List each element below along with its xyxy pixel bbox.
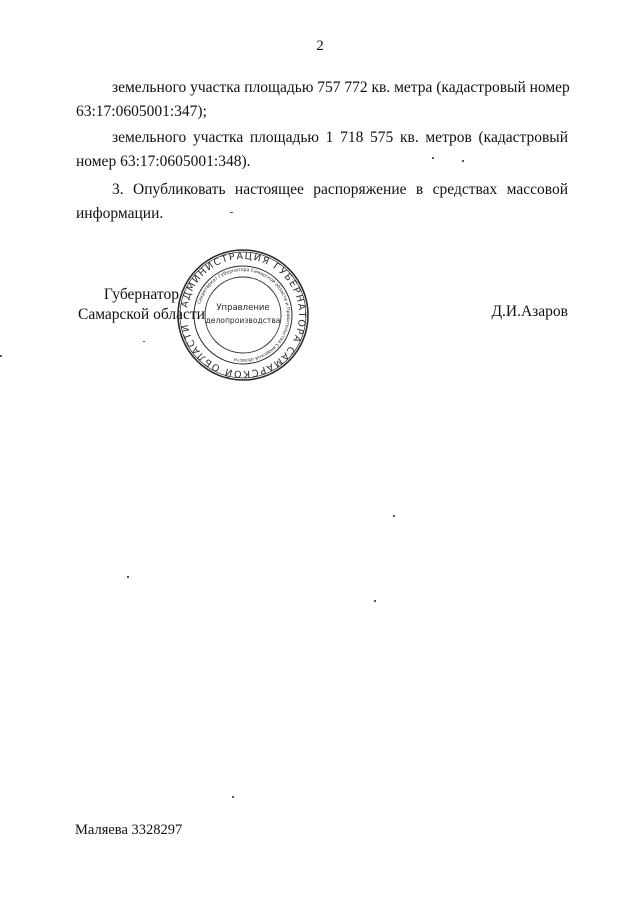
signatory-name: Д.И.Азаров [491,303,568,320]
executor-contact: Маляева 3328297 [75,822,183,838]
paragraph-line: земельного участка площадью 1 718 575 кв. метров (кадастровый [112,129,568,146]
scan-speck [374,600,376,602]
stamp-graphic [175,247,311,383]
stamp-outer-text: АДМИНИСТРАЦИЯ ГУБЕРНАТОРА САМАРСКОЙ ОБЛАСТИ [179,250,308,380]
page-number: 2 [316,38,324,54]
paragraph-line: 3. Опубликовать настоящее распоряжение в средствах массовой [112,181,568,198]
paragraph-line: номер 63:17:0605001:348). [76,153,251,170]
stamp-inner-text: Секретариат Губернатора Самарской области и Правительства Самарской области [197,267,291,363]
paragraph-line: 63:17:0605001:347); [76,103,207,120]
paragraph-line: информации. [76,205,164,222]
paragraph-line: земельного участка площадью 757 772 кв. метра (кадастровый номер [112,79,570,96]
signatory-title-line: Самарской области [78,306,205,323]
paragraph-publish-order [76,178,568,226]
scan-speck [0,355,2,357]
stamp-center-line: делопроизводства [205,316,281,325]
scan-speck [393,515,395,517]
scan-speck [143,341,145,342]
scan-speck [432,157,434,159]
paragraph-land-plot-347 [76,76,568,124]
scan-speck [462,160,464,162]
scan-speck [127,576,129,578]
signatory-title-line: Губернатор [103,286,179,303]
official-stamp [175,247,311,383]
scan-speck [232,796,234,798]
stamp-center-line: Управление [216,303,270,313]
paragraph-land-plot-348 [76,126,568,174]
scan-speck [230,212,233,213]
